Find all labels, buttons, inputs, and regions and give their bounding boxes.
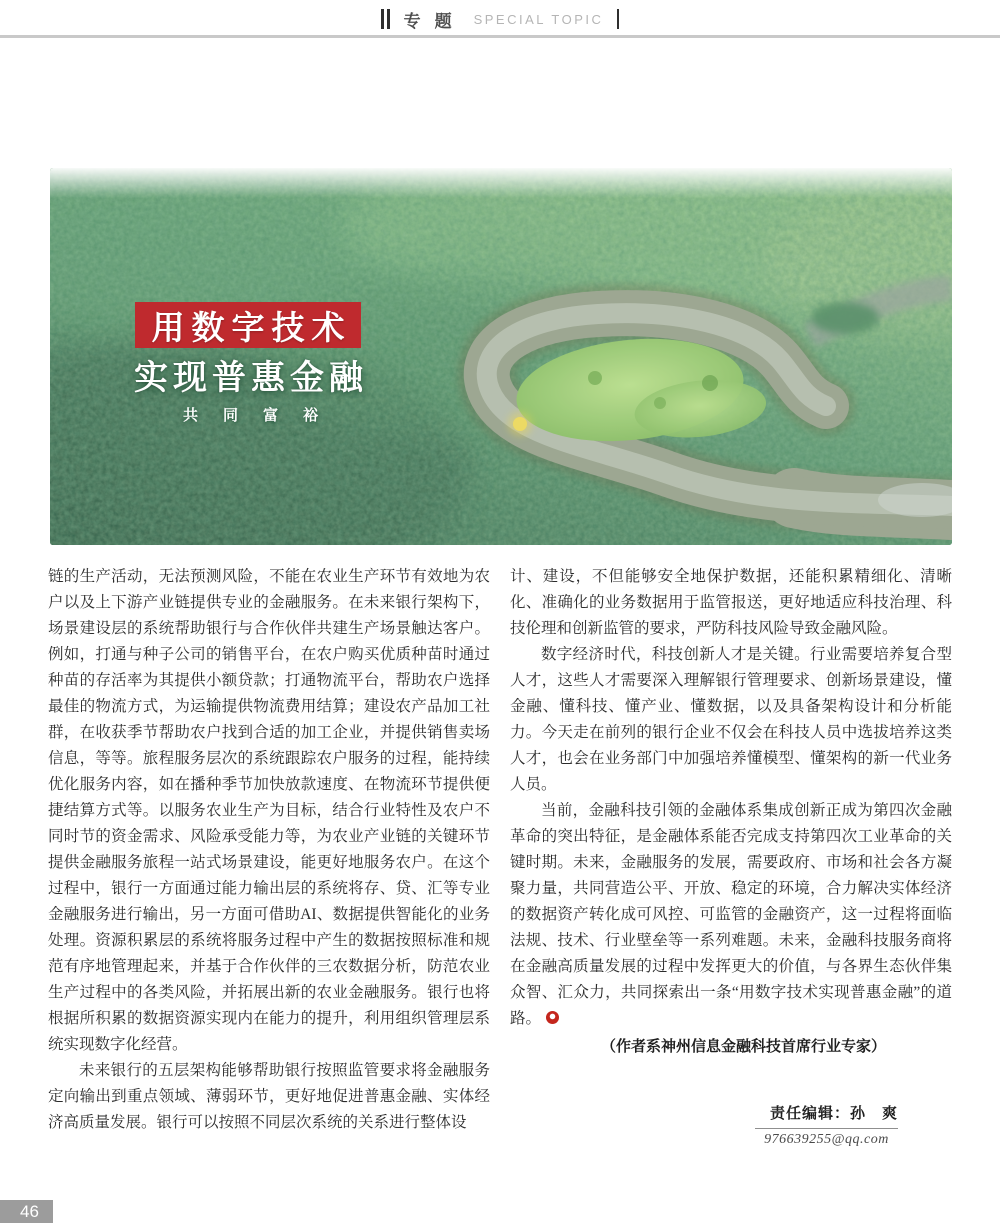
article-end-mark-icon — [546, 1011, 559, 1024]
page-number-badge: 46 — [0, 1200, 53, 1223]
article-paragraph: 计、建设，不但能够安全地保护数据，还能积累精细化、清晰化、准确化的业务数据用于监管报送，更好地适应科技治理、科技伦理和创新监管的要求，严防科技风险导致金融风险。 — [510, 568, 952, 637]
hero-subtitle: 共同富裕 — [183, 407, 344, 424]
editor-divider — [755, 1128, 898, 1129]
hero-title-line1: 用数字技术 — [135, 302, 361, 348]
article-paragraph: 链的生产活动，无法预测风险，不能在农业生产环节有效地为农户以及上下游产业链提供专业的金融服务。在未来银行架构下，场景建设层的系统帮助银行与合作伙伴共建生产场景触达客户。例如，打通与种子公司的销售平台，在农户购买优质种苗时通过种苗的存活率为其提供小额贷款；打通物流平台，帮助农户选择最佳的物流方式，为运输提供物流费用结算；建设农产品加工社群，在收获季节帮助农户找到合适的加工企业，并提供销售卖场信息，等等。旅程服务层次的系统跟踪农户服务的过程，能持续优化服务内容，如在播种季节加快放款速度、在物流环节提供便捷结算方式等。以服务农业生产为目标，结合行业特性及农户不同时节的资金需求、风险承受能力等，为农业产业链的关键环节提供金融服务旅程一站式场景建设，能更好地服务农户。在这个过程中，银行一方面通过能力输出层的系统将存、贷、汇等专业金融服务进行输出，另一方面可借助AI、数据提供智能化的业务处理。资源积累层的系统将服务过程中产生的数据按照标准和规范有序地管理起来，并基于合作伙伴的三农数据分析，防范农业生产过程中的各类风险，并拓展出新的农业金融服务。银行也将根据所积累的数据资源实现内在能力的提升，利用组织管理层系统实现数字化经营。 — [48, 568, 490, 1053]
article-body — [48, 564, 952, 1136]
single-bar-icon — [617, 9, 619, 29]
article-paragraph: 当前，金融科技引领的金融体系集成创新正成为第四次金融革命的突出特征，是金融体系能否完成支持第四次工业革命的关键时期。未来，金融服务的发展，需要政府、市场和社会各方凝聚力量，共同营造公平、开放、稳定的环境，合力解决实体经济的数据资产转化成可风控、可监管的金融资产，这一过程将面临法规、技术、行业壁垒等一系列难题。未来，金融科技服务商将在金融高质量发展的过程中发挥更大的价值，与各界生态伙伴集众智、汇众力，共同探索出一条“用数字技术实现普惠金融”的道路。 — [510, 802, 952, 1027]
editor-block — [755, 1102, 898, 1148]
hero-photo — [50, 168, 952, 545]
page-header — [0, 6, 1000, 32]
editor-name: 责任编辑：孙 爽 — [769, 1105, 898, 1122]
header-rule — [0, 35, 1000, 38]
section-title-cn: 专题 — [403, 11, 466, 31]
double-bar-icon — [381, 9, 390, 29]
hero-title-line2: 实现普惠金融 — [134, 359, 368, 397]
article-column-left — [48, 564, 490, 1136]
article-paragraph: 未来银行的五层架构能够帮助银行按照监管要求将金融服务定向输出到重点领域、薄弱环节，更好地促进普惠金融、实体经济高质量发展。银行可以按照不同层次系统的关系进行整体设 — [48, 1062, 490, 1131]
article-paragraph: 数字经济时代，科技创新人才是关键。行业需要培养复合型人才，这些人才需要深入理解银行管理要求、创新场景建设，懂金融、懂科技、懂产业、懂数据，以及具备架构设计和分析能力。今天走在前列的银行企业不仅会在科技人员中选拔培养这类人才，也会在业务部门中加强培养懂模型、懂架构的新一代业务人员。 — [510, 646, 952, 793]
hero-title-overlay — [50, 168, 952, 545]
section-title-en: SPECIAL TOPIC — [473, 11, 604, 27]
author-note: （作者系神州信息金融科技首席行业专家） — [600, 1038, 886, 1055]
editor-email: 976639255@qq.com — [764, 1132, 889, 1147]
article-column-right — [510, 564, 952, 1136]
